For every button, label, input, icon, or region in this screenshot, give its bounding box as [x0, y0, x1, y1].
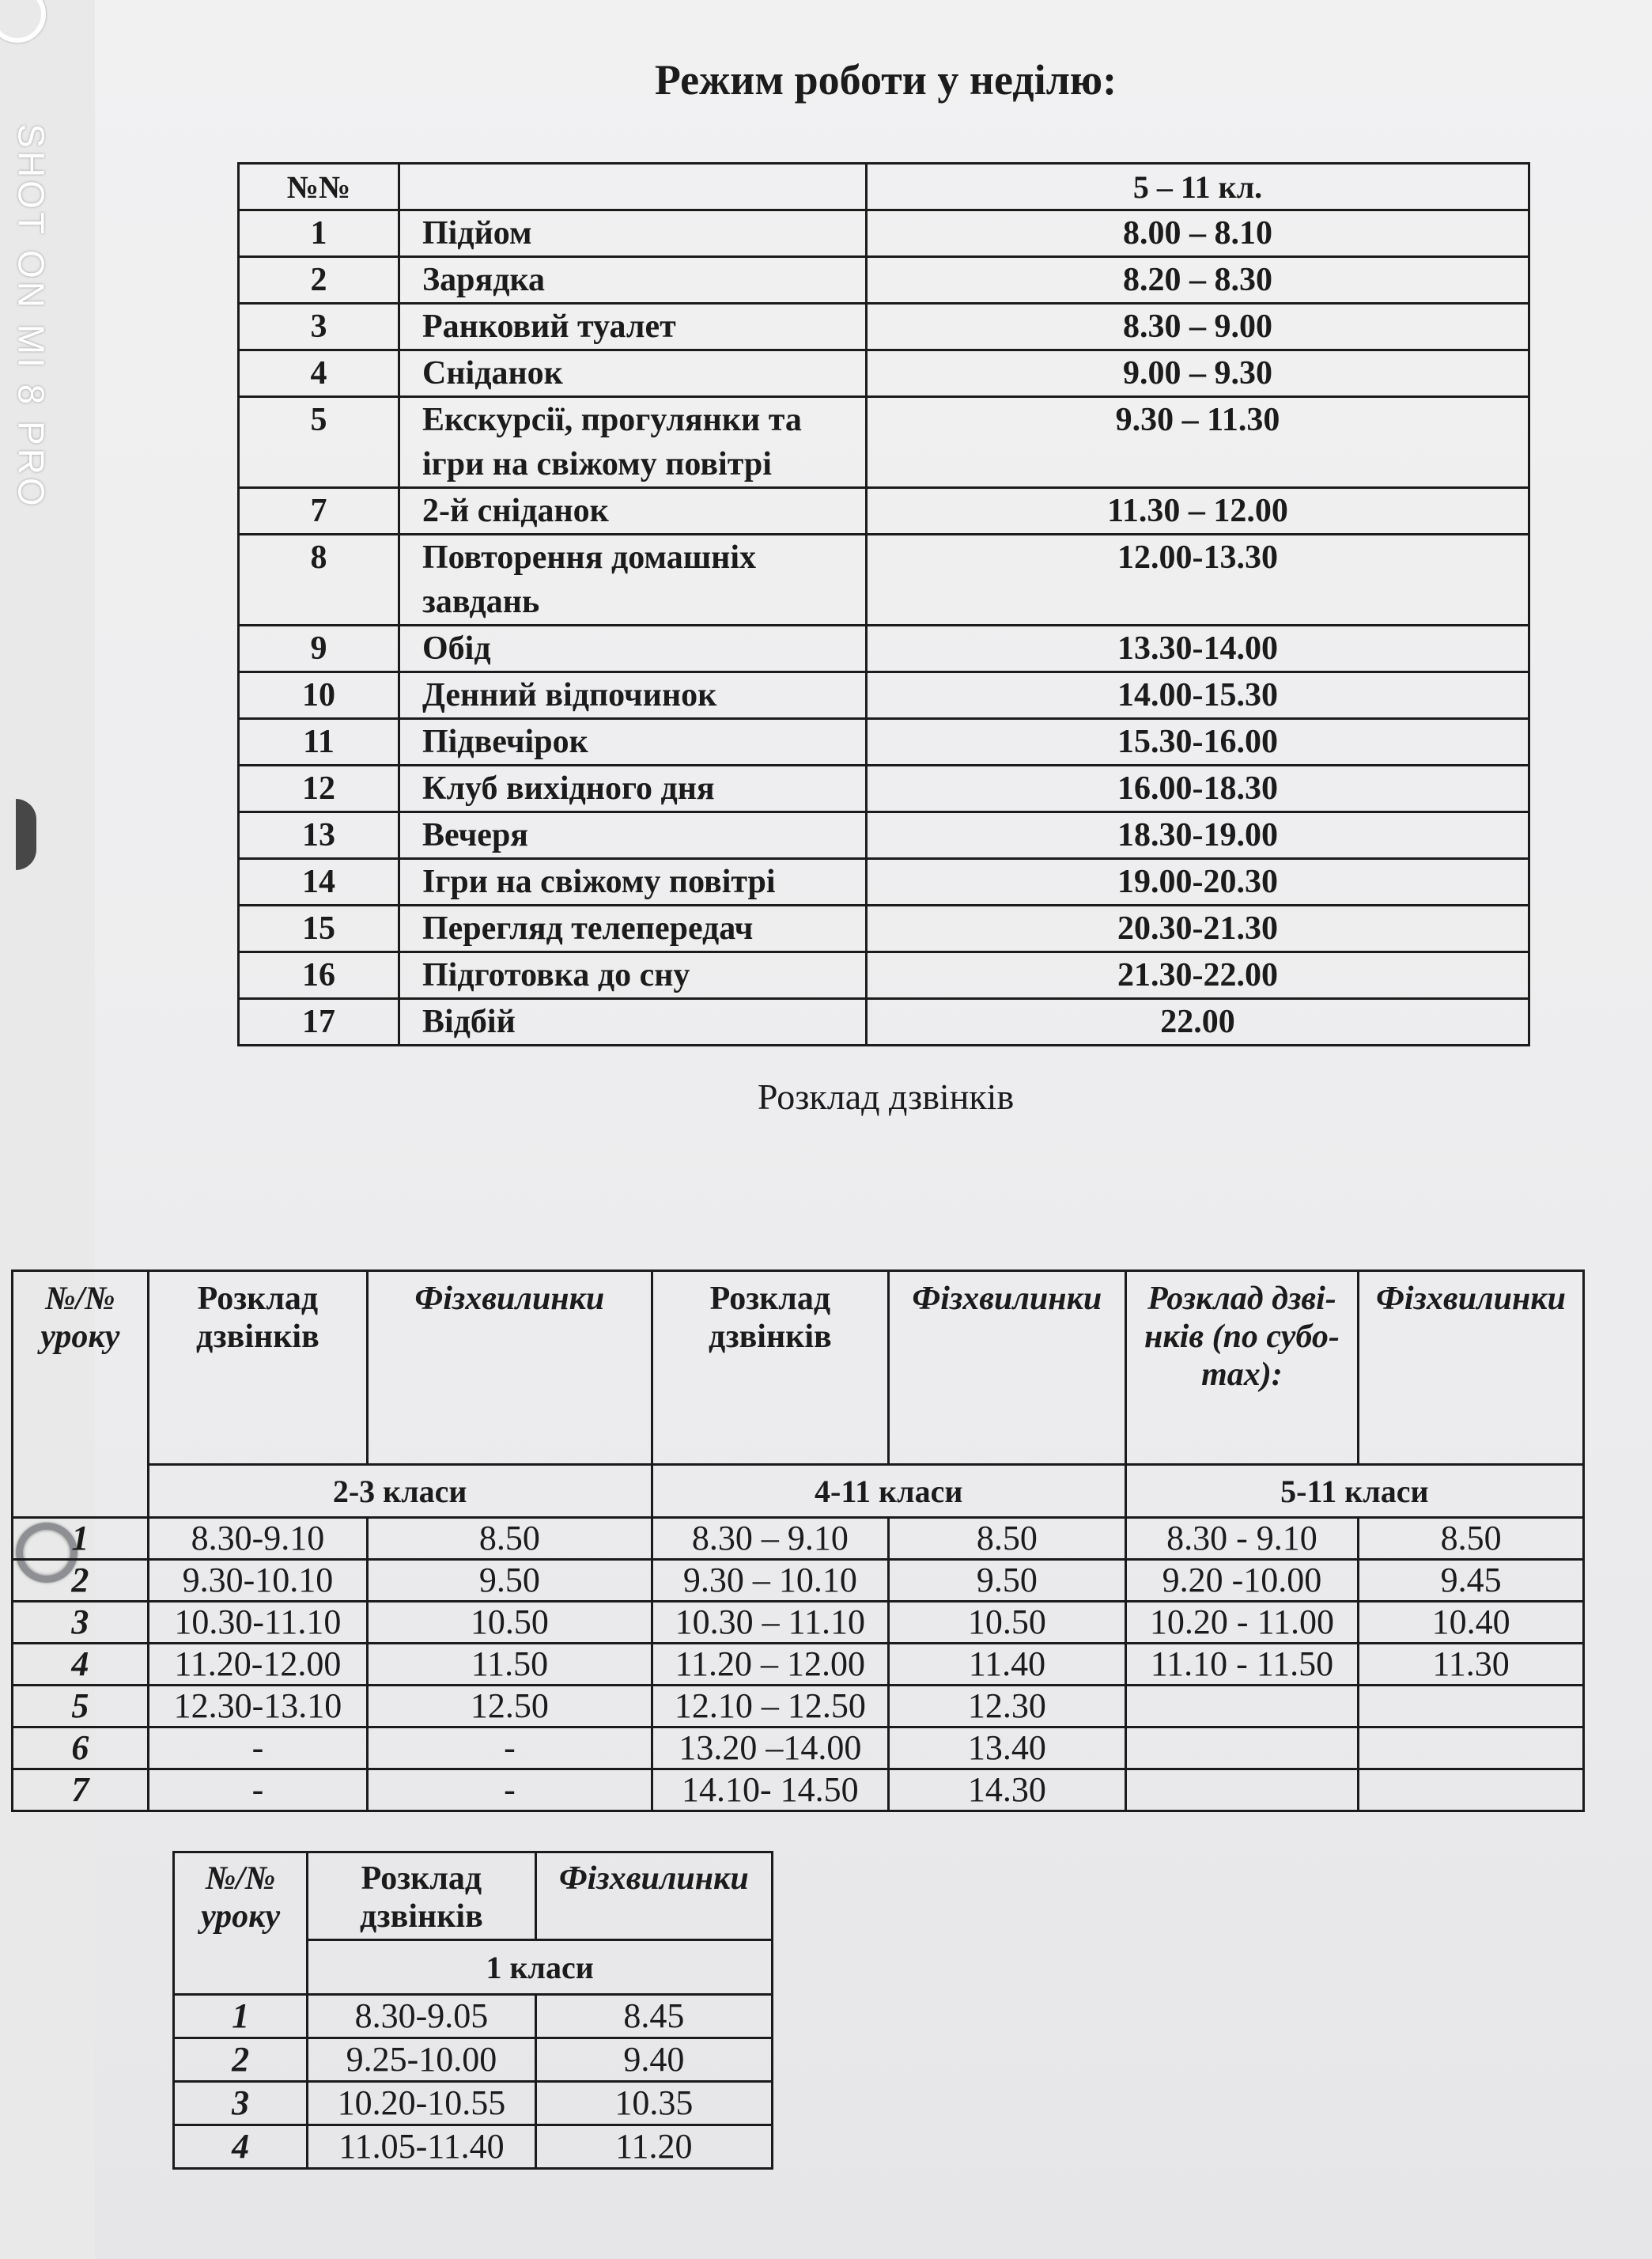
lesson-number: 7	[13, 1769, 149, 1811]
schedule-saturday: 9.20 -10.00	[1125, 1560, 1358, 1602]
exercise-4-11: 8.50	[889, 1518, 1126, 1560]
row-time: 16.00-18.30	[867, 766, 1529, 812]
bells-title: Розклад дзвінків	[757, 1077, 1015, 1117]
row-time: 19.00-20.30	[867, 859, 1529, 906]
schedule-4-11: 10.30 – 11.10	[652, 1602, 888, 1644]
exercise-2-3: -	[368, 1727, 652, 1769]
sunday-row	[239, 535, 1529, 626]
sunday-row	[239, 952, 1529, 999]
sunday-header-row	[239, 164, 1529, 210]
lesson-number: 2	[174, 2038, 308, 2082]
exercise-saturday: 10.40	[1359, 1602, 1584, 1644]
exercise-saturday: 11.30	[1359, 1644, 1584, 1686]
row-activity: Екскурсії, прогулянки та ігри на свіжому повітрі	[399, 397, 867, 488]
exercise-1: 9.40	[535, 2038, 772, 2082]
row-activity: Ранковий туалет	[399, 304, 867, 350]
schedule-4-11: 13.20 –14.00	[652, 1727, 888, 1769]
punch-hole	[16, 799, 36, 870]
bells-row	[13, 1686, 1584, 1727]
row-time: 22.00	[867, 999, 1529, 1046]
sunday-row	[239, 350, 1529, 397]
schedule-saturday	[1125, 1727, 1358, 1769]
schedule-1: 11.05-11.40	[308, 2125, 535, 2169]
header-schedule-2-3: Розклад дзвінків	[148, 1271, 367, 1465]
row-activity: 2-й сніданок	[399, 488, 867, 535]
row-time: 21.30-22.00	[867, 952, 1529, 999]
row-time: 8.30 – 9.00	[867, 304, 1529, 350]
exercise-4-11: 10.50	[889, 1602, 1126, 1644]
group-5-11-saturday: 5-11 класи	[1125, 1465, 1583, 1518]
bells-row	[13, 1518, 1584, 1560]
exercise-saturday	[1359, 1769, 1584, 1811]
lesson-number: 1	[13, 1518, 149, 1560]
sunday-row	[239, 859, 1529, 906]
schedule-4-11: 12.10 – 12.50	[652, 1686, 888, 1727]
row-number: 4	[239, 350, 399, 397]
first-row	[174, 2082, 773, 2125]
first-row	[174, 2125, 773, 2169]
row-activity: Підготовка до сну	[399, 952, 867, 999]
row-activity: Перегляд телепередач	[399, 906, 867, 952]
row-activity: Сніданок	[399, 350, 867, 397]
exercise-saturday	[1359, 1727, 1584, 1769]
exercise-4-11: 9.50	[889, 1560, 1126, 1602]
row-number: 5	[239, 397, 399, 488]
schedule-4-11: 9.30 – 10.10	[652, 1560, 888, 1602]
exercise-1: 10.35	[535, 2082, 772, 2125]
group-4-11: 4-11 класи	[652, 1465, 1125, 1518]
schedule-saturday: 11.10 - 11.50	[1125, 1644, 1358, 1686]
first-header-schedule: Розклад дзвінків	[308, 1852, 535, 1940]
row-time: 13.30-14.00	[867, 626, 1529, 672]
row-activity: Повторення домашніх завдань	[399, 535, 867, 626]
row-number: 16	[239, 952, 399, 999]
lesson-number: 2	[13, 1560, 149, 1602]
row-number: 1	[239, 210, 399, 257]
schedule-saturday	[1125, 1686, 1358, 1727]
exercise-4-11: 13.40	[889, 1727, 1126, 1769]
bells-row	[13, 1602, 1584, 1644]
row-number: 11	[239, 719, 399, 766]
header-grades: 5 – 11 кл.	[867, 164, 1529, 210]
schedule-saturday: 10.20 - 11.00	[1125, 1602, 1358, 1644]
exercise-4-11: 14.30	[889, 1769, 1126, 1811]
bells-row	[13, 1727, 1584, 1769]
first-row	[174, 2038, 773, 2082]
header-exercise-2-3: Фізхвилинки	[368, 1271, 652, 1465]
exercise-2-3: 12.50	[368, 1686, 652, 1727]
header-number: №№	[239, 164, 399, 210]
schedule-4-11: 11.20 – 12.00	[652, 1644, 888, 1686]
row-number: 3	[239, 304, 399, 350]
exercise-saturday: 8.50	[1359, 1518, 1584, 1560]
exercise-1: 11.20	[535, 2125, 772, 2169]
group-1: 1 класи	[308, 1940, 773, 1995]
row-activity: Підйом	[399, 210, 867, 257]
exercise-2-3: 8.50	[368, 1518, 652, 1560]
sunday-row	[239, 766, 1529, 812]
sunday-row	[239, 719, 1529, 766]
first-header-lesson-number: №/№ уроку	[174, 1852, 308, 1995]
schedule-2-3: 12.30-13.10	[148, 1686, 367, 1727]
row-time: 14.00-15.30	[867, 672, 1529, 719]
sunday-row	[239, 812, 1529, 859]
watermark-text: SHOT ON MI 8 PRO	[11, 123, 52, 509]
row-number: 12	[239, 766, 399, 812]
bells-group-row	[13, 1465, 1584, 1518]
schedule-1: 10.20-10.55	[308, 2082, 535, 2125]
header-exercise-4-11: Фізхвилинки	[889, 1271, 1126, 1465]
header-activity	[399, 164, 867, 210]
schedule-2-3: -	[148, 1769, 367, 1811]
row-number: 17	[239, 999, 399, 1046]
schedule-2-3: 9.30-10.10	[148, 1560, 367, 1602]
exercise-4-11: 12.30	[889, 1686, 1126, 1727]
group-2-3: 2-3 класи	[148, 1465, 652, 1518]
row-time: 8.20 – 8.30	[867, 257, 1529, 304]
exercise-2-3: 9.50	[368, 1560, 652, 1602]
schedule-4-11: 8.30 – 9.10	[652, 1518, 888, 1560]
exercise-4-11: 11.40	[889, 1644, 1126, 1686]
row-number: 10	[239, 672, 399, 719]
sunday-schedule-table	[237, 162, 1530, 1046]
lesson-number: 5	[13, 1686, 149, 1727]
first-header-row	[174, 1852, 773, 1940]
schedule-1: 9.25-10.00	[308, 2038, 535, 2082]
row-activity: Зарядка	[399, 257, 867, 304]
row-time: 11.30 – 12.00	[867, 488, 1529, 535]
row-number: 2	[239, 257, 399, 304]
exercise-1: 8.45	[535, 1995, 772, 2038]
sunday-row	[239, 906, 1529, 952]
row-time: 8.00 – 8.10	[867, 210, 1529, 257]
sunday-row	[239, 626, 1529, 672]
schedule-2-3: -	[148, 1727, 367, 1769]
bells-header-row	[13, 1271, 1584, 1465]
header-schedule-saturday: Розклад дзві-нків (по субо-тах):	[1125, 1271, 1358, 1465]
row-activity: Підвечірок	[399, 719, 867, 766]
row-time: 12.00-13.30	[867, 535, 1529, 626]
row-number: 8	[239, 535, 399, 626]
row-time: 18.30-19.00	[867, 812, 1529, 859]
sunday-row	[239, 488, 1529, 535]
schedule-2-3: 8.30-9.10	[148, 1518, 367, 1560]
row-number: 7	[239, 488, 399, 535]
sunday-row	[239, 304, 1529, 350]
exercise-2-3: -	[368, 1769, 652, 1811]
header-exercise-saturday: Фізхвилинки	[1359, 1271, 1584, 1465]
row-time: 9.30 – 11.30	[867, 397, 1529, 488]
lesson-number: 6	[13, 1727, 149, 1769]
lesson-number: 1	[174, 1995, 308, 2038]
bells-row	[13, 1560, 1584, 1602]
schedule-2-3: 10.30-11.10	[148, 1602, 367, 1644]
row-time: 9.00 – 9.30	[867, 350, 1529, 397]
row-activity: Ігри на свіжому повітрі	[399, 859, 867, 906]
bells-row	[13, 1644, 1584, 1686]
row-time: 15.30-16.00	[867, 719, 1529, 766]
row-number: 14	[239, 859, 399, 906]
sunday-row	[239, 257, 1529, 304]
camera-ring-mark	[0, 0, 46, 43]
sunday-row	[239, 397, 1529, 488]
bells-table	[11, 1270, 1585, 1812]
schedule-saturday	[1125, 1769, 1358, 1811]
first-row	[174, 1995, 773, 2038]
lesson-number: 3	[13, 1602, 149, 1644]
row-number: 13	[239, 812, 399, 859]
first-grade-table	[172, 1851, 773, 2170]
exercise-2-3: 11.50	[368, 1644, 652, 1686]
row-time: 20.30-21.30	[867, 906, 1529, 952]
row-activity: Обід	[399, 626, 867, 672]
row-activity: Денний відпочинок	[399, 672, 867, 719]
sunday-row	[239, 999, 1529, 1046]
camera-watermark	[0, 95, 63, 538]
sunday-row	[239, 210, 1529, 257]
lesson-number: 3	[174, 2082, 308, 2125]
exercise-2-3: 10.50	[368, 1602, 652, 1644]
header-schedule-4-11: Розклад дзвінків	[652, 1271, 888, 1465]
exercise-saturday: 9.45	[1359, 1560, 1584, 1602]
bells-row	[13, 1769, 1584, 1811]
lesson-number: 4	[13, 1644, 149, 1686]
schedule-1: 8.30-9.05	[308, 1995, 535, 2038]
row-activity: Відбій	[399, 999, 867, 1046]
schedule-saturday: 8.30 - 9.10	[1125, 1518, 1358, 1560]
row-number: 15	[239, 906, 399, 952]
header-lesson-number: №/№ уроку	[13, 1271, 149, 1518]
row-activity: Клуб вихідного дня	[399, 766, 867, 812]
first-header-exercise: Фізхвилинки	[535, 1852, 772, 1940]
row-number: 9	[239, 626, 399, 672]
schedule-2-3: 11.20-12.00	[148, 1644, 367, 1686]
row-activity: Вечеря	[399, 812, 867, 859]
exercise-saturday	[1359, 1686, 1584, 1727]
lesson-number: 4	[174, 2125, 308, 2169]
sunday-row	[239, 672, 1529, 719]
schedule-4-11: 14.10- 14.50	[652, 1769, 888, 1811]
sunday-title: Режим роботи у неділю:	[654, 56, 1117, 104]
